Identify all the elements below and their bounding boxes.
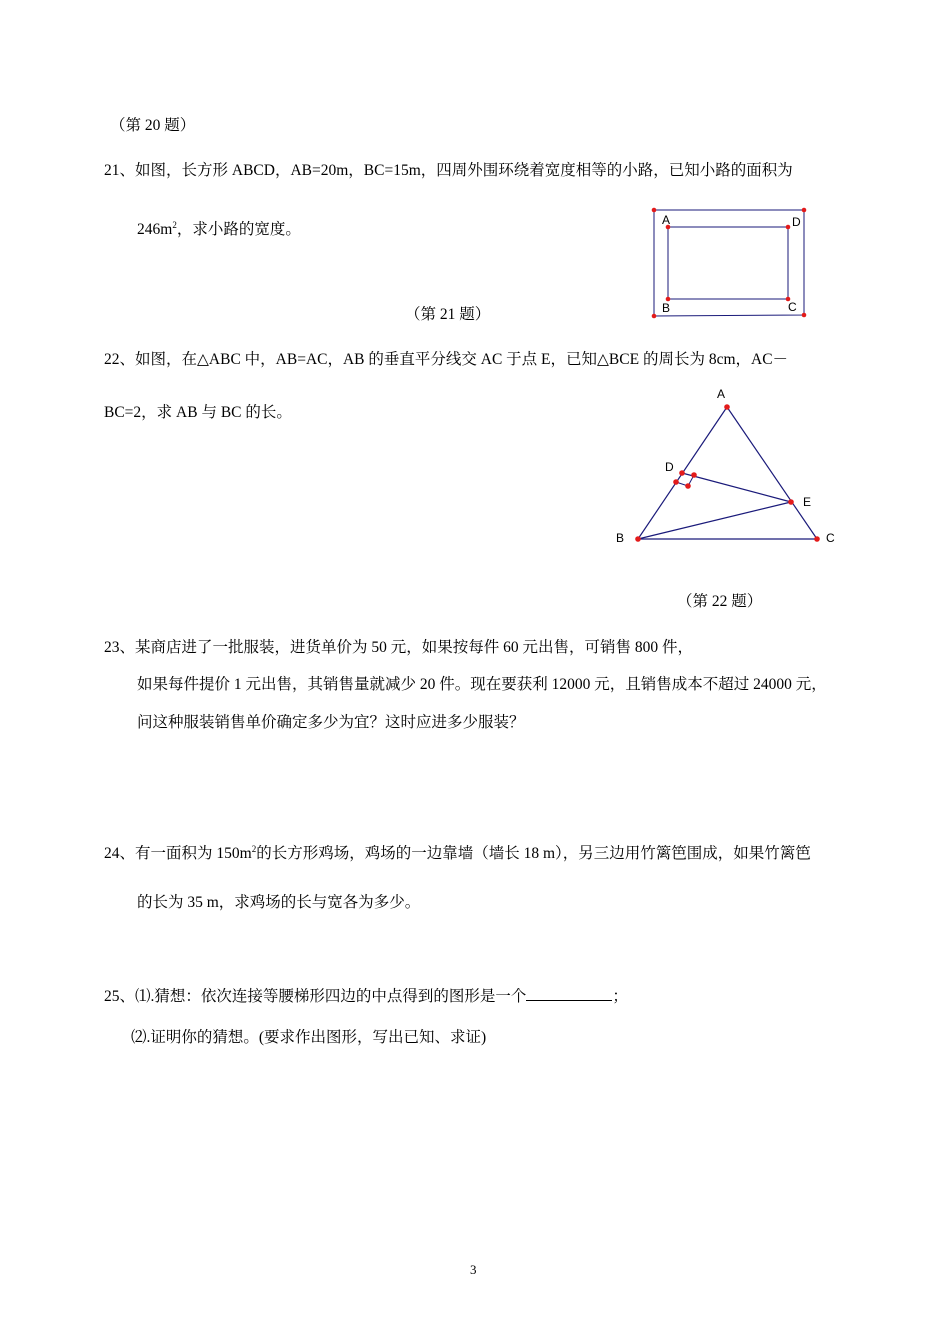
q22-point xyxy=(673,479,679,485)
q22-point-c xyxy=(814,536,820,542)
q25-answer-blank xyxy=(526,985,612,1001)
q22-point-d xyxy=(679,470,685,476)
q22-side-ac xyxy=(727,407,817,539)
q22-label-b: B xyxy=(616,531,625,545)
q21-line2-rest: ，求小路的宽度。 xyxy=(176,221,301,239)
q21-label-b: B xyxy=(662,301,671,315)
q22-point-e xyxy=(788,499,794,505)
q21-point-d xyxy=(786,225,791,230)
q22-point xyxy=(685,483,691,489)
q25-line1-end: ； xyxy=(612,988,628,1005)
q21-caption: （第 21 题） xyxy=(405,306,491,323)
q22-caption: （第 22 题） xyxy=(677,593,763,610)
q21-label-a: A xyxy=(662,213,671,227)
q24-line2: 的长为 35 m，求鸡场的长与宽各为多少。 xyxy=(137,894,421,911)
q25-line1-text: 25、⑴.猜想：依次连接等腰梯形四边的中点得到的图形是一个 xyxy=(104,988,527,1005)
q21-point xyxy=(802,313,807,318)
q22-point xyxy=(691,472,697,478)
q21-inner-rectangle xyxy=(668,227,788,299)
q21-label-d: D xyxy=(792,215,801,229)
q22-label-c: C xyxy=(826,531,835,545)
q24-line1-start: 24、有一面积为 150m xyxy=(104,845,252,863)
q21-figure xyxy=(640,200,820,325)
q22-point-a xyxy=(724,404,730,410)
q21-outer-rectangle xyxy=(654,210,804,316)
q21-point xyxy=(652,208,657,213)
q22-figure xyxy=(610,385,850,555)
q24-line1-rest: 的长方形鸡场，鸡场的一边靠墙（墙长 18 m），另三边用竹篱笆围成，如果竹篱笆 xyxy=(256,845,811,863)
q21-area-value: 246m xyxy=(137,221,173,239)
q21-point xyxy=(652,314,657,319)
q22-label-e: E xyxy=(803,495,812,509)
q22-segment-be xyxy=(638,502,791,539)
q22-line2: BC=2，求 AB 与 BC 的长。 xyxy=(104,404,292,421)
q22-point-b xyxy=(635,536,641,542)
q22-label-a: A xyxy=(717,387,726,401)
q21-label-c: C xyxy=(788,300,797,314)
q20-caption: （第 20 题） xyxy=(110,117,196,134)
q24-line1 xyxy=(104,839,811,864)
q25-line1 xyxy=(104,985,628,1007)
page-number: 3 xyxy=(470,1262,477,1277)
q21-point xyxy=(802,208,807,213)
q22-label-d: D xyxy=(665,460,674,474)
q25-line2: ⑵.证明你的猜想。(要求作出图形，写出已知、求证) xyxy=(131,1029,487,1046)
q21-area-exponent: 2 xyxy=(172,220,177,230)
q21-line2 xyxy=(137,215,301,240)
q24-area-exponent: 2 xyxy=(251,844,257,854)
q22-line1: 22、如图，在△ABC 中，AB=AC，AB 的垂直平分线交 AC 于点 E，已知△BCE 的周长为 8cm，AC－ xyxy=(104,351,789,368)
q23-line2: 如果每件提价 1 元出售，其销售量就减少 20 件。现在要获利 12000 元，且销售成本不超过 24000 元， xyxy=(137,676,827,693)
q22-right-angle-mark xyxy=(676,475,694,486)
q23-line3: 问这种服装销售单价确定多少为宜？这时应进多少服装？ xyxy=(137,714,525,731)
q23-line1: 23、某商店进了一批服装，进货单价为 50 元，如果按每件 60 元出售，可销售 800 件， xyxy=(104,639,694,656)
q21-line1: 21、如图，长方形 ABCD，AB=20m，BC=15m，四周外围环绕着宽度相等的小路，已知小路的面积为 xyxy=(104,162,793,179)
